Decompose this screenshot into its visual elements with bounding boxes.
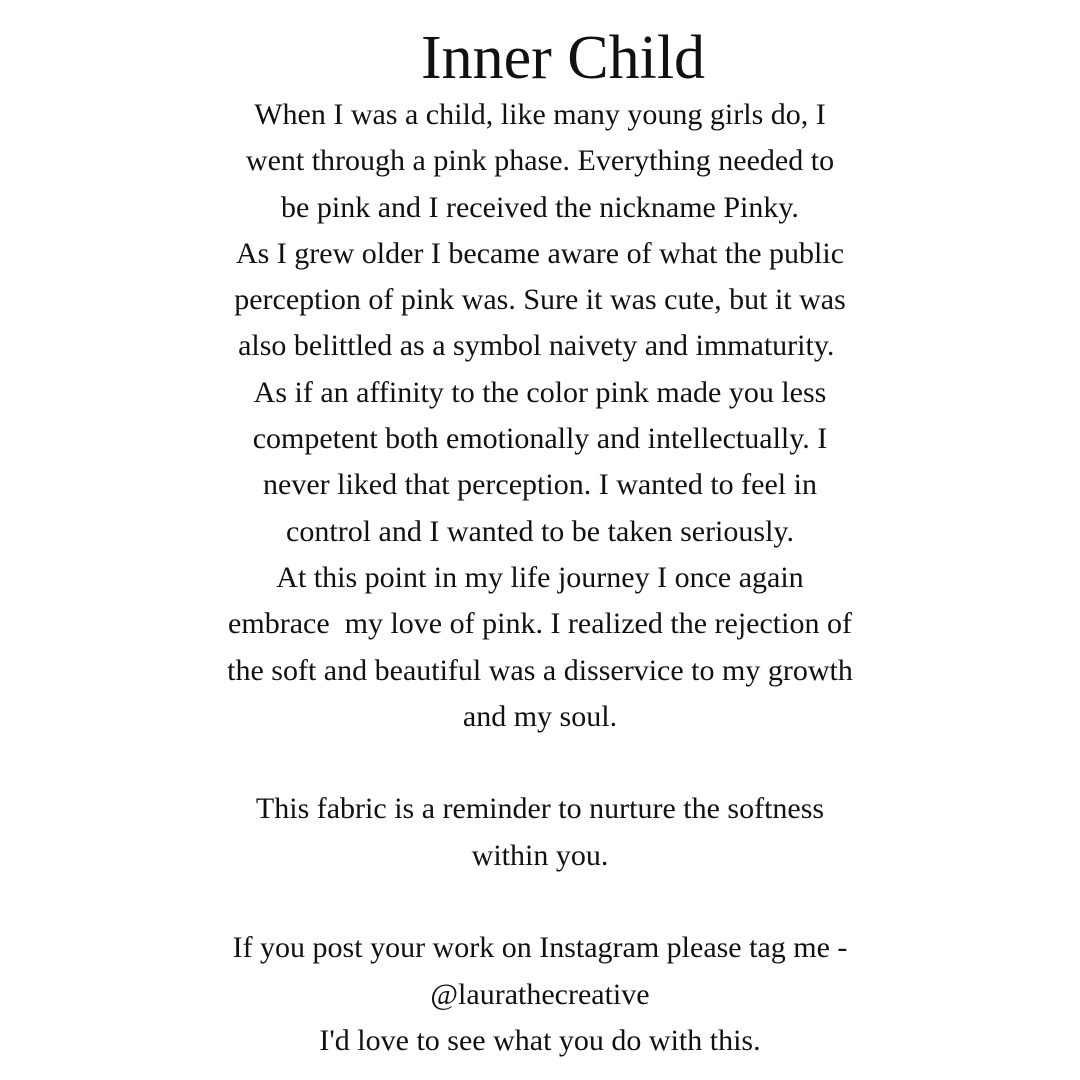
body-line: and my soul. [462,699,618,733]
body-line: When I was a child, like many young girls do, I [254,98,826,131]
body-line: As if an affinity to the color pink made you less [253,375,827,409]
instagram-handle: @laurathecreative [430,977,650,1011]
body-line: perception of pink was. Sure it was cute, but it was [234,283,846,317]
body-line: went through a pink phase. Everything needed to [245,144,835,178]
document-title: Inner Child [420,24,706,92]
body-line: control and I wanted to be taken seriously. [286,514,794,548]
body-line: embrace my love of pink. I realized the rejection of [228,607,852,641]
body-line: I'd love to see what you do with this. [319,1023,761,1057]
body-line: competent both emotionally and intellectually. I [252,422,828,456]
body-line: also belittled as a symbol naivety and immaturity. [238,329,842,363]
document-body [195,92,885,1064]
body-line: This fabric is a reminder to nurture the softness [255,792,825,826]
paragraph-spacer [195,740,885,786]
body-line: be pink and I received the nickname Pinky. [281,190,799,224]
body-line: As I grew older I became aware of what the public [235,236,845,270]
body-line: never liked that perception. I wanted to feel in [263,468,817,502]
body-line: within you. [471,838,609,872]
body-line: If you post your work on Instagram please tag me - [232,931,848,965]
paragraph-spacer [195,879,885,925]
body-line: the soft and beautiful was a disservice to my growth [227,653,853,687]
body-line: At this point in my life journey I once again [276,560,804,594]
